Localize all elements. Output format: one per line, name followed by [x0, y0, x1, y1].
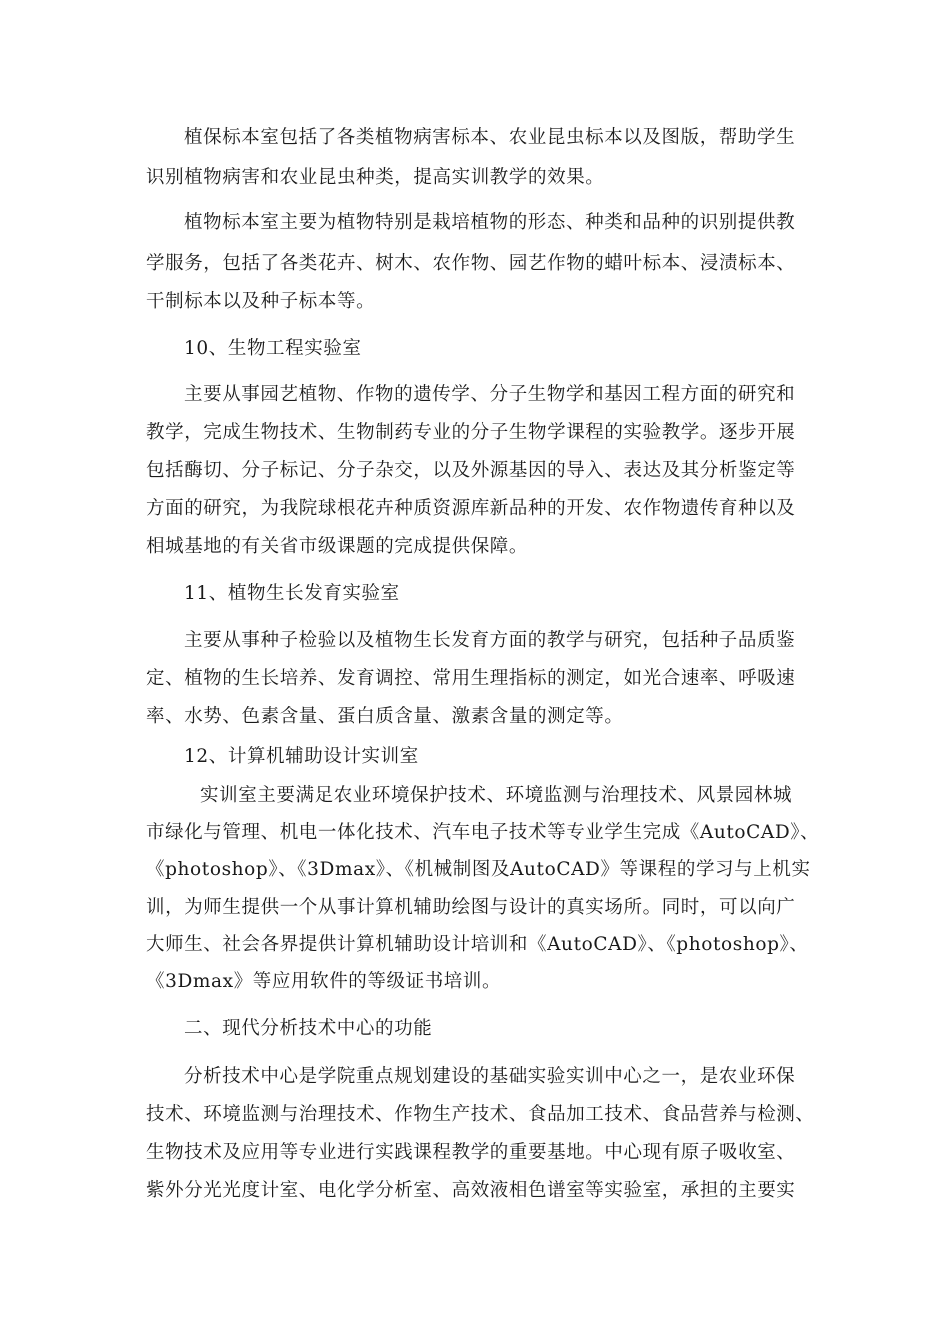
section-heading: 10、生物工程实验室	[184, 338, 362, 359]
text-line: 相城基地的有关省市级课题的完成提供保障。	[146, 536, 529, 557]
text-line: 生物技术及应用等专业进行实践课程教学的重要基地。中心现有原子吸收室、	[146, 1142, 796, 1163]
text-line: 方面的研究，为我院球根花卉种质资源库新品种的开发、农作物遗传育种以及	[146, 498, 796, 519]
text-line: 包括酶切、分子标记、分子杂交，以及外源基因的导入、表达及其分析鉴定等	[146, 460, 796, 481]
text-line: 《photoshop》、《3Dmax》、《机械制图及AutoCAD》等课程的学习与上机实	[146, 859, 811, 880]
section-heading: 11、植物生长发育实验室	[184, 583, 400, 604]
text-line: 技术、环境监测与治理技术、作物生产技术、食品加工技术、食品营养与检测、	[146, 1104, 815, 1125]
text-line: 定、植物的生长培养、发育调控、常用生理指标的测定，如光合速率、呼吸速	[146, 668, 796, 689]
text-line: 学服务，包括了各类花卉、树木、农作物、园艺作物的蜡叶标本、浸渍标本、	[146, 253, 796, 274]
text-line: 实训室主要满足农业环境保护技术、环境监测与治理技术、风景园林城	[200, 785, 793, 806]
text-line: 干制标本以及种子标本等。	[146, 291, 376, 312]
text-line: 市绿化与管理、机电一体化技术、汽车电子技术等专业学生完成《AutoCAD》、	[146, 822, 820, 843]
text-line: 《3Dmax》等应用软件的等级证书培训。	[146, 971, 502, 992]
text-line: 分析技术中心是学院重点规划建设的基础实验实训中心之一，是农业环保	[184, 1066, 796, 1087]
text-line: 植物标本室主要为植物特别是栽培植物的形态、种类和品种的识别提供教	[184, 212, 796, 233]
text-line: 识别植物病害和农业昆虫种类，提高实训教学的效果。	[146, 167, 605, 188]
text-line: 主要从事园艺植物、作物的遗传学、分子生物学和基因工程方面的研究和	[184, 384, 796, 405]
text-line: 率、水势、色素含量、蛋白质含量、激素含量的测定等。	[146, 706, 624, 727]
text-line: 训，为师生提供一个从事计算机辅助绘图与设计的真实场所。同时，可以向广	[146, 897, 796, 918]
text-line: 紫外分光光度计室、电化学分析室、高效液相色谱室等实验室，承担的主要实	[146, 1180, 796, 1201]
text-line: 植保标本室包括了各类植物病害标本、农业昆虫标本以及图版，帮助学生	[184, 127, 796, 148]
text-line: 大师生、社会各界提供计算机辅助设计培训和《AutoCAD》、《photoshop》、	[146, 934, 809, 955]
section-heading: 12、计算机辅助设计实训室	[184, 746, 419, 767]
text-line: 主要从事种子检验以及植物生长发育方面的教学与研究，包括种子品质鉴	[184, 630, 796, 651]
section-heading: 二、现代分析技术中心的功能	[184, 1018, 433, 1039]
text-line: 教学，完成生物技术、生物制药专业的分子生物学课程的实验教学。逐步开展	[146, 422, 796, 443]
